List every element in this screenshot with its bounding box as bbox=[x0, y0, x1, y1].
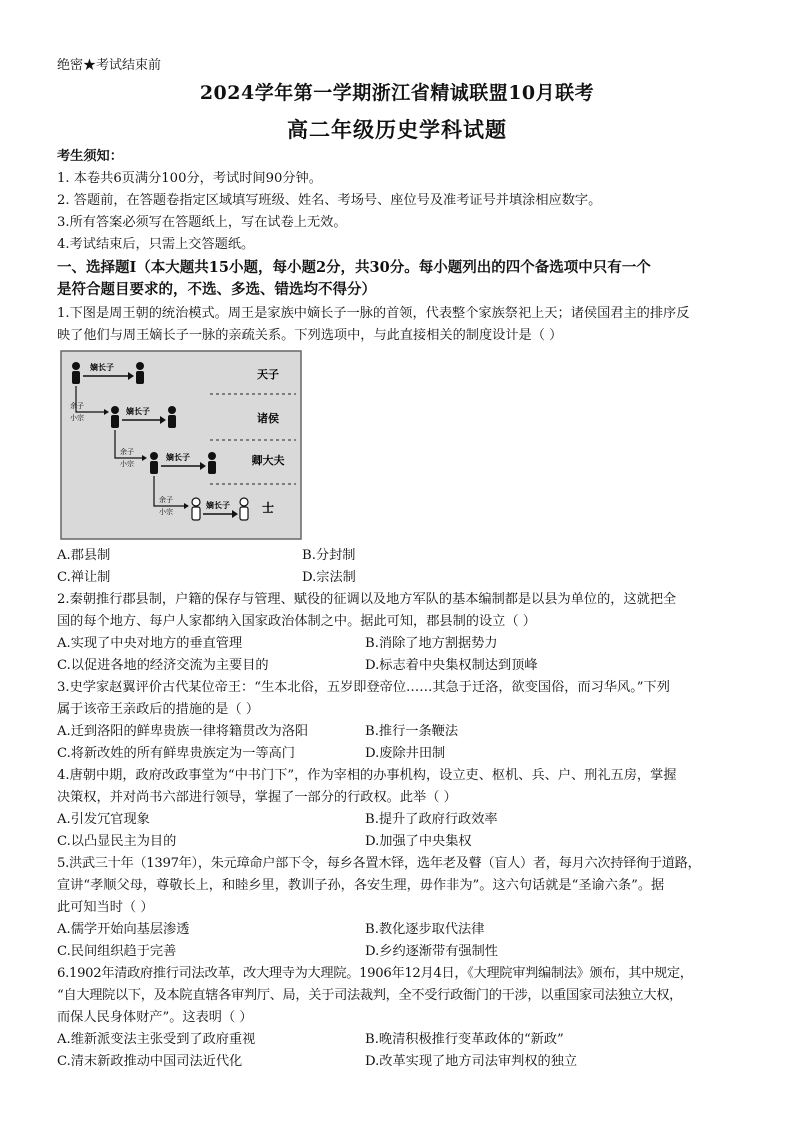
notice-item: 3.所有答案必须写在答题纸上，写在试卷上无效。 bbox=[57, 215, 347, 230]
svg-text:余子: 余子 bbox=[159, 496, 173, 504]
level-label-shi: 士 bbox=[261, 501, 275, 515]
option-b: B.消除了地方割据势力 bbox=[365, 636, 498, 651]
section-heading: 一、选择题Ⅰ（本大题共15小题，每小题2分，共30分。每小题列出的四个备选项中只有一个 bbox=[57, 259, 651, 276]
question-5-text: 此可知当时（ ） bbox=[57, 900, 154, 915]
notice-item: 2. 答题前，在答题卷指定区域填写班级、姓名、考场号、座位号及准考证号并填涂相应数字。 bbox=[57, 193, 602, 208]
question-2-text: 2.秦朝推行郡县制，户籍的保存与管理、赋役的征调以及地方军队的基本编制都是以县为单位的，这就把全 bbox=[57, 592, 677, 607]
question-5-text: 宣讲“孝顺父母，尊敬长上，和睦乡里，教训子孙，各安生理，毋作非为”。这六句话就是“圣谕六条”。据 bbox=[57, 878, 665, 893]
option-b: B.教化逐步取代法律 bbox=[365, 922, 485, 937]
option-b: B.分封制 bbox=[302, 548, 356, 563]
svg-text:余子: 余子 bbox=[70, 402, 84, 410]
option-c: C.清末新政推动中国司法近代化 bbox=[57, 1054, 243, 1069]
svg-text:小宗: 小宗 bbox=[159, 508, 173, 516]
notice-heading: 考生须知： bbox=[57, 149, 123, 164]
question-2-text: 国的每个地方、每户人家都纳入国家政治体制之中。据此可知，郡县制的设立（ ） bbox=[57, 614, 536, 629]
zhou-hierarchy-diagram bbox=[60, 350, 302, 540]
level-label-qingdafu: 卿大夫 bbox=[251, 454, 285, 467]
option-d: D.乡约逐渐带有强制性 bbox=[365, 944, 498, 959]
question-6-text: “自大理院以下，及本院直辖各审判厅、局，关于司法裁判，全不受行政衙门的干涉，以重国家司法独立大权， bbox=[57, 988, 683, 1003]
exam-subtitle: 高二年级历史学科试题 bbox=[287, 117, 507, 142]
question-6-text: 而保人民身体财产”。这表明（ ） bbox=[57, 1010, 253, 1025]
figure-icon bbox=[72, 362, 80, 384]
option-a: A.迁到洛阳的鲜卑贵族一律将籍贯改为洛阳 bbox=[57, 724, 309, 739]
option-d: D.改革实现了地方司法审判权的独立 bbox=[365, 1054, 578, 1069]
option-a: A.实现了中央对地方的垂直管理 bbox=[57, 636, 243, 651]
question-4-text: 4.唐朝中期，政府改政事堂为“中书门下”，作为宰相的办事机构，设立吏、枢机、兵、户、刑礼五房，掌握 bbox=[57, 768, 677, 783]
svg-text:余子: 余子 bbox=[120, 448, 134, 456]
option-d: D.废除井田制 bbox=[365, 746, 446, 761]
question-1-text: 1.下图是周王朝的统治模式。周王是家族中嫡长子一脉的首领，代表整个家族祭祀上天；诸侯国君主的排序反 bbox=[57, 306, 690, 321]
svg-text:小宗: 小宗 bbox=[70, 414, 84, 422]
figure-icon bbox=[150, 452, 158, 474]
level-label-tianzi: 天子 bbox=[257, 368, 279, 381]
svg-text:嫡长子: 嫡长子 bbox=[126, 407, 150, 416]
option-a: A.维新派变法主张受到了政府重视 bbox=[57, 1032, 256, 1047]
level-label-zhuhou: 诸侯 bbox=[257, 412, 279, 425]
figure-icon bbox=[240, 498, 248, 520]
option-b: B.推行一条鞭法 bbox=[365, 724, 459, 739]
option-c: C.禅让制 bbox=[57, 570, 111, 585]
notice-item: 4.考试结束后，只需上交答题纸。 bbox=[57, 237, 255, 252]
figure-icon bbox=[111, 406, 119, 428]
option-d: D.宗法制 bbox=[302, 570, 356, 585]
figure-icon bbox=[208, 452, 216, 474]
option-c: C.将新改姓的所有鲜卑贵族定为一等高门 bbox=[57, 746, 295, 761]
option-a: A.郡县制 bbox=[57, 548, 111, 563]
svg-text:小宗: 小宗 bbox=[120, 460, 134, 468]
option-d: D.加强了中央集权 bbox=[365, 834, 472, 849]
heir-label: 嫡长子 bbox=[90, 363, 114, 372]
option-c: C.以凸显民主为目的 bbox=[57, 834, 177, 849]
figure-icon bbox=[136, 362, 144, 384]
question-3-text: 3.史学家赵翼评价古代某位帝王：“生本北俗，五岁即登帝位……其急于迁洛，欲变国俗，而习华风。”下列 bbox=[57, 680, 670, 695]
option-b: B.晚清积极推行变革政体的“新政” bbox=[365, 1032, 564, 1047]
question-4-text: 决策权，并对尚书六部进行领导，掌握了一部分的行政权。此举（ ） bbox=[57, 790, 457, 805]
figure-icon bbox=[168, 406, 176, 428]
option-a: A.儒学开始向基层渗透 bbox=[57, 922, 190, 937]
confidential-mark: 绝密★考试结束前 bbox=[57, 58, 162, 73]
question-5-text: 5.洪武三十年（1397年），朱元璋命户部下令，每乡各置木铎，选年老及瞽（盲人）者，每月六次持铎徇于道路， bbox=[57, 856, 701, 871]
option-a: A.引发冗官现象 bbox=[57, 812, 150, 827]
option-b: B.提升了政府行政效率 bbox=[365, 812, 498, 827]
option-c: C.以促进各地的经济交流为主要目的 bbox=[57, 658, 269, 673]
question-6-text: 6.1902年清政府推行司法改革，改大理寺为大理院。1906年12月4日，《大理院审判编制法》颁布，其中规定， bbox=[57, 966, 693, 981]
svg-text:嫡长子: 嫡长子 bbox=[166, 453, 190, 462]
question-3-text: 属于该帝王亲政后的措施的是（ ） bbox=[57, 702, 260, 717]
figure-icon bbox=[192, 498, 200, 520]
option-d: D.标志着中央集权制达到顶峰 bbox=[365, 658, 538, 673]
notice-item: 1. 本卷共6页满分100分，考试时间90分钟。 bbox=[57, 171, 322, 186]
option-c: C.民间组织趋于完善 bbox=[57, 944, 177, 959]
svg-text:嫡长子: 嫡长子 bbox=[206, 501, 230, 510]
question-1-text: 映了他们与周王嫡长子一脉的亲疏关系。下列选项中，与此直接相关的制度设计是（ ） bbox=[57, 328, 563, 343]
exam-title: 2024学年第一学期浙江省精诚联盟10月联考 bbox=[199, 82, 595, 104]
section-heading-cont: 是符合题目要求的，不选、多选、错选均不得分） bbox=[57, 281, 376, 298]
